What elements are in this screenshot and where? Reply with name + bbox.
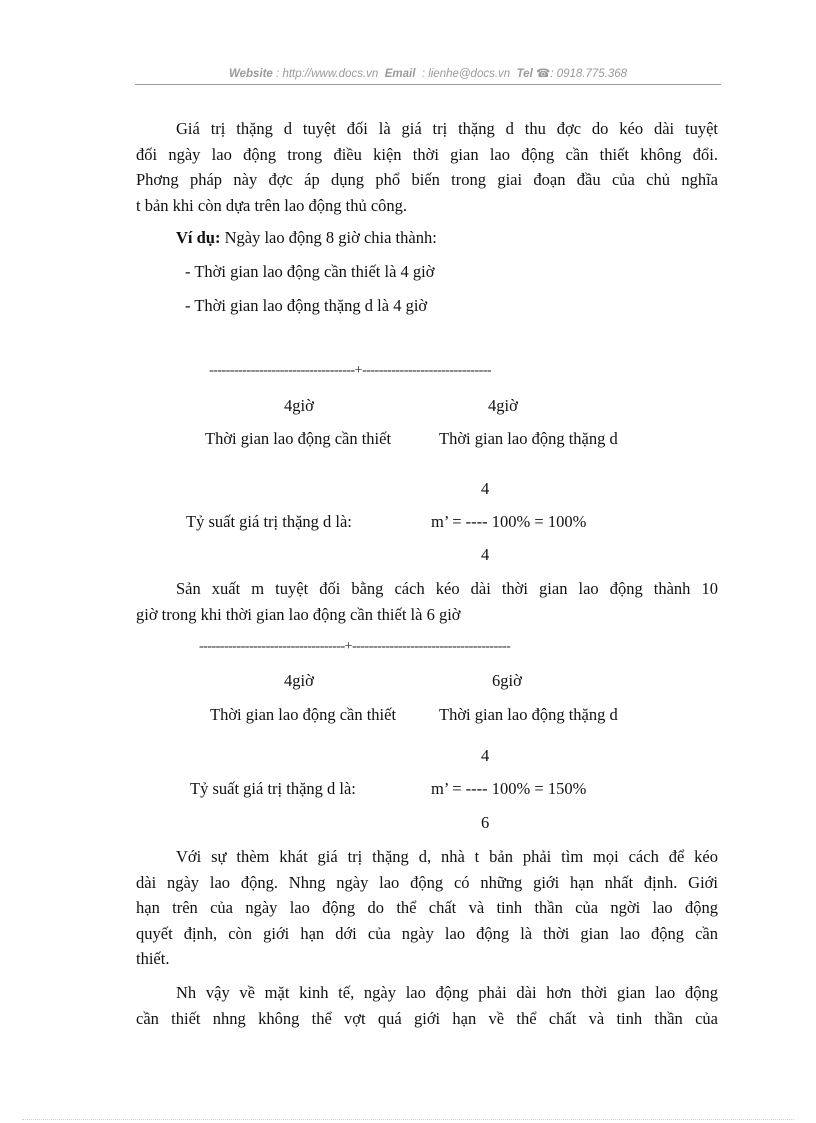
email-address[interactable]: lienhe@docs.vn [428,68,511,80]
email-label: Email [384,68,416,80]
website-label: Website [228,68,273,80]
para1-line-1: Giá trị thặng d tuyệt đối là giá trị thặng d thu đợc do kéo dài tuyệt [176,119,718,138]
example-label: Ví dụ: [176,228,221,247]
diagram2-right-label: Thời gian lao động thặng d [439,705,618,724]
diagram2-formula: m’ = ---- 100% = 150% [431,779,587,798]
para1-line-2: đối ngày lao động trong điều kiện thời gian lao động cần thiết không đổi. [136,145,718,164]
diagram1-formula: m’ = ---- 100% = 100% [431,512,587,531]
para1-line-3: Phơng pháp này đợc áp dụng phổ biến trong giai đoạn đầu của chủ nghĩa [136,170,718,189]
diagram2-denominator: 6 [481,813,490,832]
diagram2-left-hours: 4giờ [284,671,314,690]
para3-line-2: dài ngày lao động. Nhng ngày lao động có những giới hạn nhất định. Giới [136,873,718,892]
website-url[interactable]: http://www.docs.vn [282,68,379,80]
para3-line-4: quyết định, còn giới hạn dới của ngày lao động là thời gian lao động cần [136,924,718,943]
diagram1-numerator: 4 [481,479,490,498]
tel-label: Tel [516,68,533,80]
header-divider [135,84,721,85]
diagram2-rate-label: Tỷ suất giá trị thặng d là: [190,779,356,798]
diagram2-left-label: Thời gian lao động cần thiết [210,705,397,724]
example-item-1: - Thời gian lao động cần thiết là 4 giờ [185,262,435,281]
para2-line-1: Sản xuất m tuyệt đối bằng cách kéo dài thời gian lao động thành 10 [176,579,718,598]
para4-line-1: Nh vậy về mặt kinh tế, ngày lao động phải dài hơn thời gian lao động [176,983,718,1002]
para4-line-2: cần thiết nhng không thể vợt quá giới hạn về thể chất và tinh thần của [136,1009,718,1028]
tel-number: : 0918.775.368 [550,68,628,80]
page-header [135,66,721,80]
para1-line-4: t bản khi còn dựa trên lao động thủ công. [136,196,408,215]
phone-icon: ☎ [535,68,551,80]
page-bottom-border [22,1119,794,1120]
diagram1-timeline: -----------------------------------+------------------------------- [209,363,492,378]
diagram1-right-label: Thời gian lao động thặng d [439,429,618,448]
diagram1-right-hours: 4giờ [488,396,518,415]
diagram2-numerator: 4 [481,746,490,765]
diagram1-rate-label: Tỷ suất giá trị thặng d là: [186,512,352,531]
website-separator: : [276,68,280,80]
para3-line-5: thiết. [136,949,170,968]
para3-line-3: hạn trên của ngày lao động do thể chất và tinh thần của ngời lao động [136,898,718,917]
email-separator: : [421,68,425,80]
example-item-2: - Thời gian lao động thặng d là 4 giờ [185,296,428,315]
diagram1-left-hours: 4giờ [284,396,314,415]
diagram2-right-hours: 6giờ [492,671,522,690]
para2-line-2: giờ trong khi thời gian lao động cần thiết là 6 giờ [136,605,461,624]
para3-line-1: Với sự thèm khát giá trị thặng d, nhà t bản phải tìm mọi cách để kéo [176,847,718,866]
example-intro-line [176,228,437,248]
diagram2-timeline: -----------------------------------+-------------------------------------- [199,639,511,654]
diagram1-denominator: 4 [481,545,490,564]
example-intro: Ngày lao động 8 giờ chia thành: [224,228,437,247]
diagram1-left-label: Thời gian lao động cần thiết [205,429,392,448]
